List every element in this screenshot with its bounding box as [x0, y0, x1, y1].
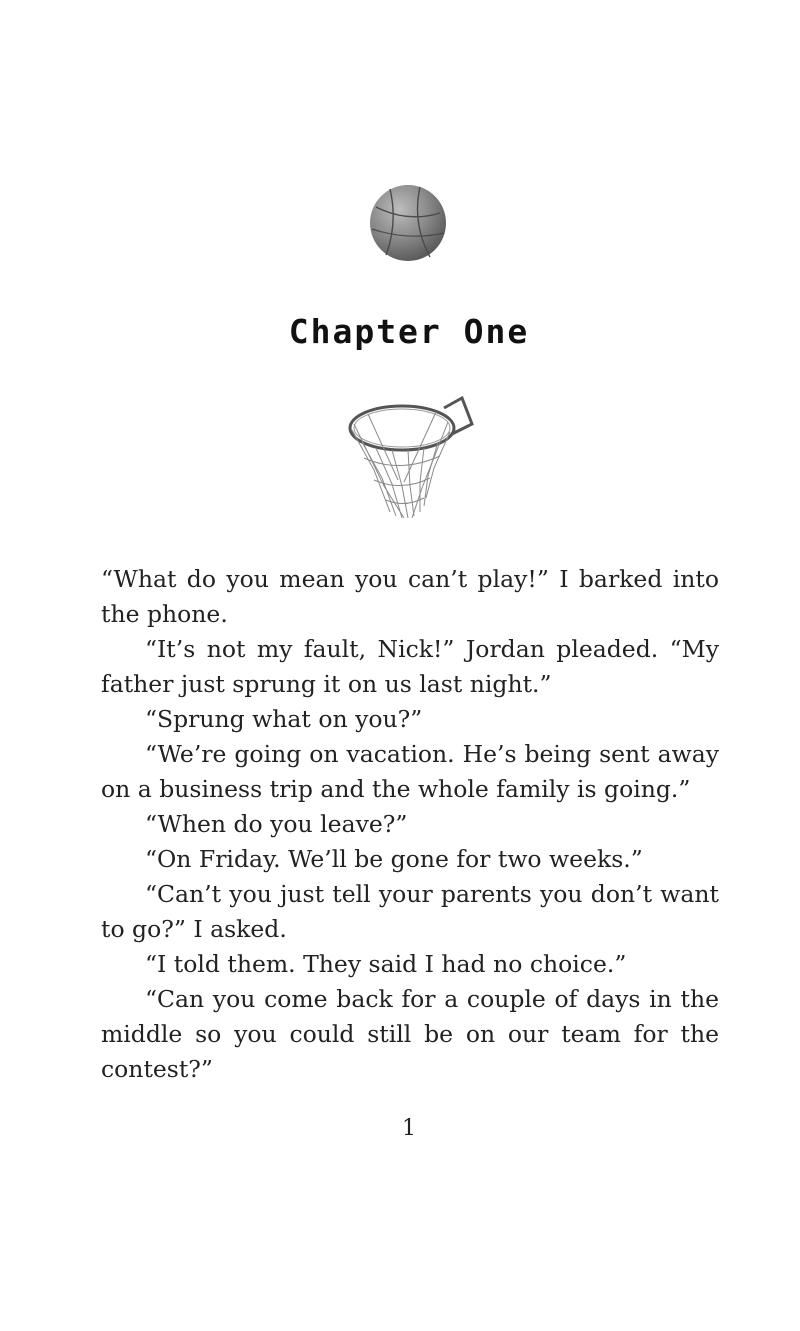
- basketball-hoop-icon: [344, 390, 476, 520]
- paragraph: “When do you leave?”: [145, 810, 408, 838]
- paragraph: “We’re going on vacation. He’s being sent away on a business trip and the whole family is going.”: [101, 740, 719, 803]
- paragraph: “Sprung what on you?”: [145, 705, 423, 733]
- page-number: 1: [402, 1116, 416, 1141]
- paragraph: “Can’t you just tell your parents you don’t want to go?” I asked.: [101, 880, 719, 943]
- paragraph: “Can you come back for a couple of days in the middle so you could still be on our team for the contest?”: [101, 985, 719, 1083]
- basketball-icon: [368, 183, 448, 263]
- paragraph: “What do you mean you can’t play!” I barked into the phone.: [101, 565, 719, 628]
- paragraph: “On Friday. We’ll be gone for two weeks.”: [145, 845, 643, 873]
- paragraph: “It’s not my fault, Nick!” Jordan pleaded. “My father just sprung it on us last night.”: [101, 635, 719, 698]
- chapter-title: Chapter One: [288, 312, 530, 351]
- paragraph: “I told them. They said I had no choice.”: [145, 950, 627, 978]
- chapter-body: [101, 562, 719, 1087]
